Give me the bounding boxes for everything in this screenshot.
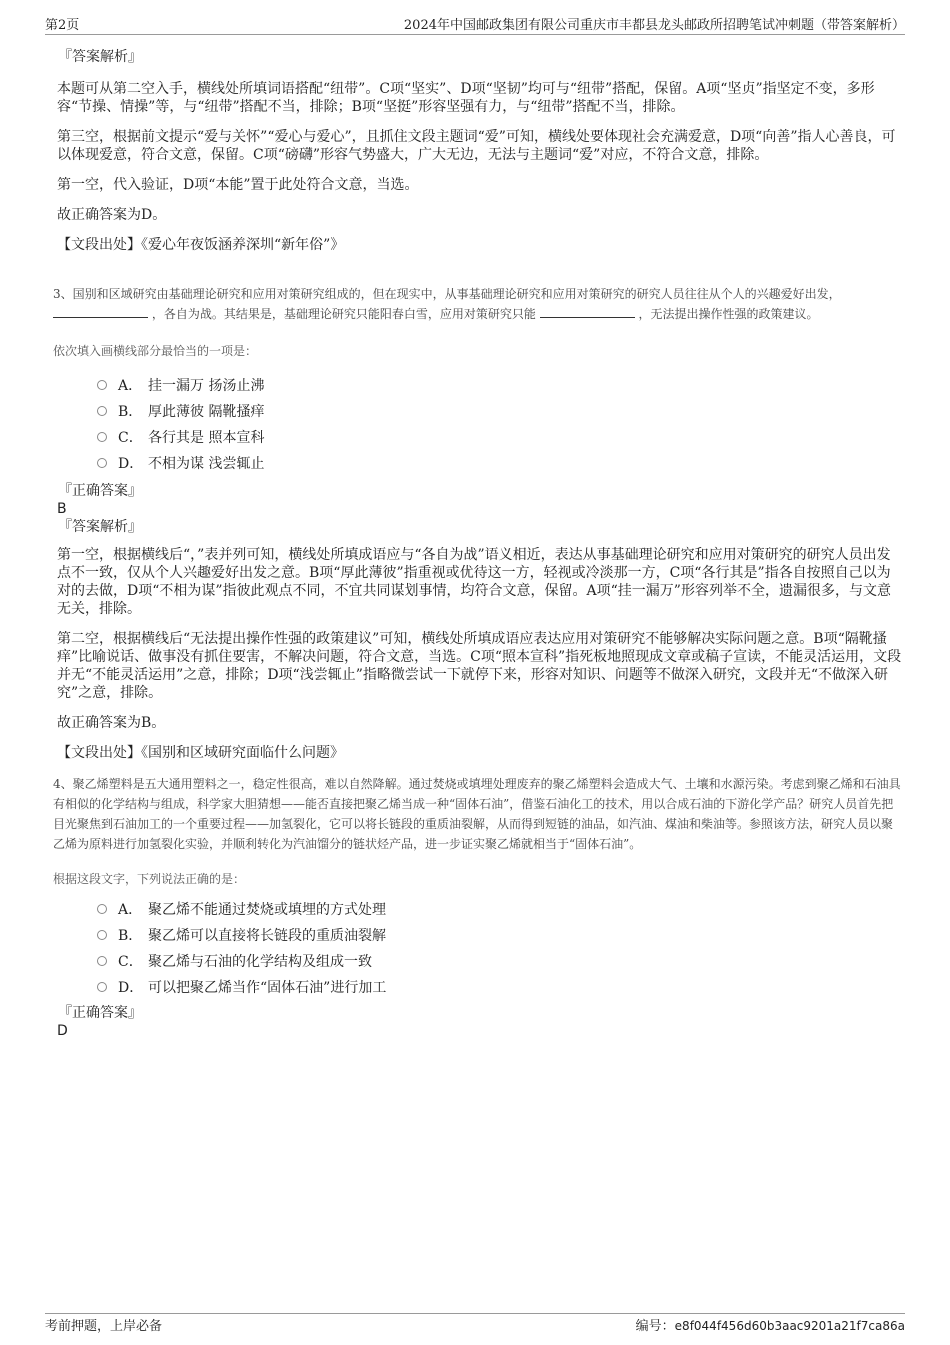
radio-icon[interactable]	[97, 904, 107, 914]
q3-option-b[interactable]: B． 厚此薄彼 隔靴搔痒	[97, 398, 902, 424]
q2-analysis-para-3: 第一空，代入验证，D项“本能”置于此处符合文意，当选。	[57, 177, 419, 193]
q3-blank-1	[53, 305, 148, 318]
q3-blank-2	[540, 305, 635, 318]
page-footer	[45, 1313, 905, 1334]
document-title: 2024年中国邮政集团有限公司重庆市丰都县龙头邮政所招聘笔试冲刺题（带答案解析）	[403, 18, 905, 33]
q4-stem: 4、聚乙烯塑料是五大通用塑料之一，稳定性很高，难以自然降解。通过焚烧或填埋处理废弃的聚乙烯塑料会造成大气、土壤和水源污染。考虑到聚乙烯和石油具有相似的化学结构与组成，科学家大胆猜想——能否直接把聚乙烯当成一种“固体石油”，借鉴石油化工的技术，用以合成石油的下游化学产品？研究人员首先把目光聚焦到石油加工的一个重要过程——加氢裂化，它可以将长链段的重质油裂解，从而得到短链的油品，如汽油、煤油和柴油等。参照该方法，研究人员以聚乙烯为原料进行加氢裂化实验，并顺利转化为汽油馏分的链状烃产品，进一步证实聚乙烯就相当于“固体石油”。	[53, 777, 901, 851]
q3-analysis-para-2: 第二空，根据横线后“无法提出操作性强的政策建议”可知，横线处所填成语应表达应用对策研究不能够解决实际问题之意。B项“隔靴搔痒”比喻说话、做事没有抓住要害，不解决问题，符合文意，当选。C项“照本宣科”指死板地照现成文章或稿子宣读，不能灵活运用，文段并无“不能灵活运用”之意，排除；D项“浅尝辄止”指略微尝试一下就停下来，形容对知识、问题等不做深入研究，文段并无“不做深入研究”之意，排除。	[57, 631, 902, 701]
q3-analysis-para-3: 故正确答案为B。	[57, 715, 166, 731]
q3-source: 【文段出处】《国别和区域研究面临什么问题》	[57, 745, 344, 761]
q3-prompt: 依次填入画横线部分最恰当的一项是：	[53, 344, 258, 358]
q4-option-b[interactable]: B． 聚乙烯可以直接将长链段的重质油裂解	[97, 922, 902, 948]
code-label: 编号：	[635, 1319, 675, 1334]
q4-answer: D	[57, 1023, 68, 1039]
q3-analysis-para-1: 第一空，根据横线后“，”表并列可知，横线处所填成语应与“各自为战”语义相近，表达从事基础理论研究和应用对策研究的研究人员出发点不一致，仅从个人兴趣爱好出发之意。B项“厚此薄彼”指重视或优待这一方，轻视或冷淡那一方，C项“各行其是”指各自按照自己以为对的去做，D项“不相为谋”指彼此观点不同，不宜共同谋划事情，均符合文意，保留。A项“挂一漏万”形容列举不全，遗漏很多，与文意无关，排除。	[57, 547, 891, 617]
q2-analysis-para-1: 本题可从第二空入手，横线处所填词语搭配“纽带”。C项“坚实”、D项“坚韧”均可与“纽带”搭配，保留。A项“坚贞”指坚定不变，多形容“节操、情操”等，与“纽带”搭配不当，排除；B项“坚挺”形容坚强有力，与“纽带”搭配不当，排除。	[57, 81, 875, 115]
radio-icon[interactable]	[97, 432, 107, 442]
q2-source: 【文段出处】《爱心年夜饭涵养深圳“新年俗”》	[57, 237, 345, 253]
q4-option-c[interactable]: C． 聚乙烯与石油的化学结构及组成一致	[97, 948, 902, 974]
q3-stem-part-1: 3、国别和区域研究由基础理论研究和应用对策研究组成的，但在现实中，从事基础理论研究和应用对策研究的研究人员往往从个人的兴趣爱好出发，	[53, 287, 841, 301]
q4-answer-label: 『正确答案』	[58, 1005, 142, 1021]
q3-stem-part-2: ，各自为战。其结果是，基础理论研究只能阳春白雪，应用对策研究只能	[151, 307, 536, 321]
radio-icon[interactable]	[97, 930, 107, 940]
q3-stem	[53, 284, 902, 324]
q4-option-a[interactable]: A． 聚乙烯不能通过焚烧或填埋的方式处理	[97, 896, 902, 922]
q3-options	[97, 372, 902, 476]
q3-analysis-label: 『答案解析』	[58, 519, 142, 535]
q2-analysis-para-2: 第三空，根据前文提示“爱与关怀”“爱心与爱心”，且抓住文段主题词“爱”可知，横线处要体现社会充满爱意，D项“向善”指人心善良，可以体现爱意，符合文意，保留。C项“磅礴”形容气势盛大，广大无边，无法与主题词“爱”对应，不符合文意，排除。	[57, 129, 896, 163]
q4-option-d[interactable]: D． 可以把聚乙烯当作“固体石油”进行加工	[97, 974, 902, 1000]
q2-analysis-label: 『答案解析』	[58, 49, 142, 65]
q3-option-a[interactable]: A． 挂一漏万 扬汤止沸	[97, 372, 902, 398]
radio-icon[interactable]	[97, 406, 107, 416]
radio-icon[interactable]	[97, 458, 107, 468]
q3-answer-label: 『正确答案』	[58, 483, 142, 499]
page-number: 第2页	[45, 18, 80, 33]
code-value: e8f044f456d60b3aac9201a21f7ca86a	[674, 1319, 905, 1333]
page-header	[45, 14, 905, 35]
q3-answer: B	[57, 501, 67, 517]
q4-prompt: 根据这段文字，下列说法正确的是：	[53, 872, 246, 886]
q3-option-c[interactable]: C． 各行其是 照本宣科	[97, 424, 902, 450]
radio-icon[interactable]	[97, 982, 107, 992]
document-body	[53, 48, 902, 1040]
footer-slogan: 考前押题，上岸必备	[45, 1319, 163, 1334]
radio-icon[interactable]	[97, 956, 107, 966]
q3-stem-part-3: ，无法提出操作性强的政策建议。	[638, 307, 819, 321]
q4-options	[97, 896, 902, 1000]
q3-option-d[interactable]: D． 不相为谋 浅尝辄止	[97, 450, 902, 476]
radio-icon[interactable]	[97, 380, 107, 390]
q2-analysis-para-4: 故正确答案为D。	[57, 207, 167, 223]
document-code	[636, 1315, 905, 1334]
